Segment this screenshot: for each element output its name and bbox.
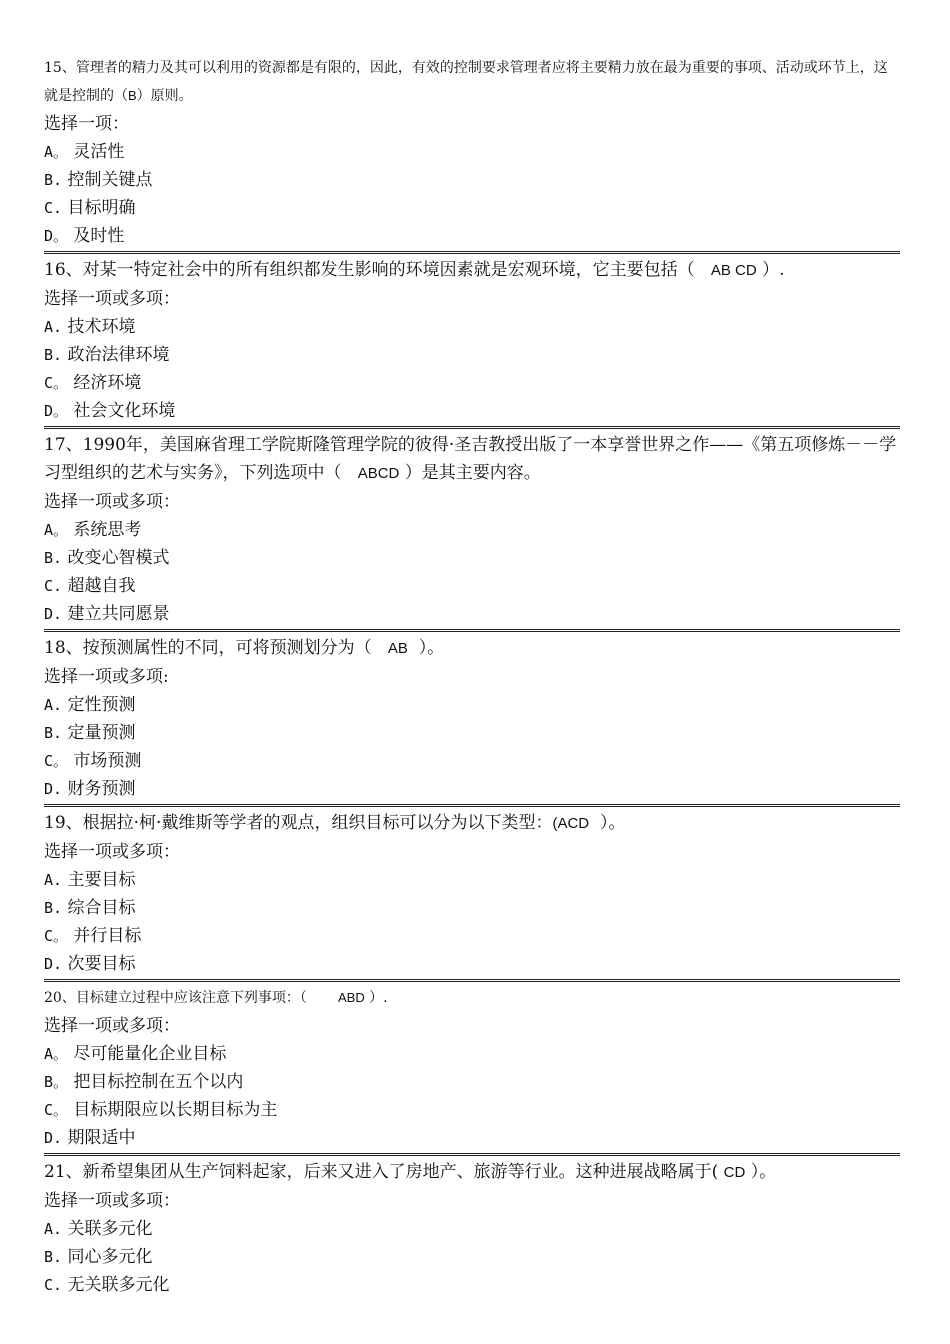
question-stem: 17、1990年，美国麻省理工学院斯隆管理学院的彼得·圣吉教授出版了一本享誉世界之作——《第五项修炼－－学习型组织的艺术与实务》，下列选项中（ ABCD ）是其主要内容。: [44, 435, 897, 483]
option-d: D. 财务预测: [44, 779, 136, 799]
question-19: [44, 809, 900, 982]
option-c: C。 并行目标: [44, 926, 142, 946]
question-stem: 15、管理者的精力及其可以利用的资源都是有限的，因此，有效的控制要求管理者应将主要精力放在最为重要的事项、活动或环节上，这就是控制的（B）原则。: [44, 60, 888, 104]
selection-prompt: 选择一项或多项：: [44, 1016, 180, 1036]
question-stem: 19、根据拉·柯·戴维斯等学者的观点，组织目标可以分为以下类型：(ACD ）。: [44, 813, 626, 833]
option-a: A. 关联多元化: [44, 1219, 153, 1239]
option-a: A. 定性预测: [44, 695, 136, 715]
answer: B: [128, 88, 137, 103]
option-d: D。 社会文化环境: [44, 401, 176, 421]
question-16: [44, 256, 900, 429]
option-c: C。 经济环境: [44, 373, 142, 393]
option-a: A. 技术环境: [44, 317, 136, 337]
option-b: B. 同心多元化: [44, 1247, 153, 1267]
selection-prompt: 选择一项或多项：: [44, 289, 180, 309]
question-21: [44, 1158, 900, 1300]
option-b: B. 控制关键点: [44, 170, 153, 190]
option-c: C. 目标明确: [44, 198, 136, 218]
option-b: B。 把目标控制在五个以内: [44, 1072, 244, 1092]
option-a: A。 系统思考: [44, 520, 142, 540]
selection-prompt: 选择一项或多项：: [44, 1191, 180, 1211]
option-c: C. 超越自我: [44, 576, 136, 596]
option-a: A。 灵活性: [44, 142, 125, 162]
option-d: D. 次要目标: [44, 954, 136, 974]
selection-prompt: 选择一项或多项：: [44, 842, 180, 862]
option-b: B. 改变心智模式: [44, 548, 170, 568]
selection-prompt: 选择一项：: [44, 114, 129, 134]
question-stem: 18、按预测属性的不同，可将预测划分为（ AB ）。: [44, 638, 445, 658]
question-stem: 21、新希望集团从生产饲料起家，后来又进入了房地产、旅游等行业。这种进展战略属于( CD ）。: [44, 1162, 777, 1182]
option-a: A。 尽可能量化企业目标: [44, 1044, 227, 1064]
option-d: D。 及时性: [44, 226, 125, 246]
selection-prompt: 选择一项或多项:: [44, 667, 169, 687]
answer: ABCD: [357, 465, 400, 482]
option-c: C。 市场预测: [44, 751, 142, 771]
question-20: [44, 984, 900, 1156]
option-b: B. 定量预测: [44, 723, 136, 743]
answer: CD: [723, 1164, 746, 1181]
answer: AB: [387, 640, 408, 657]
option-b: B. 综合目标: [44, 898, 136, 918]
question-18: [44, 634, 900, 807]
answer: ABD: [337, 990, 365, 1005]
selection-prompt: 选择一项或多项：: [44, 492, 180, 512]
option-c: C。 目标期限应以长期目标为主: [44, 1100, 278, 1120]
question-stem: 16、对某一特定社会中的所有组织都发生影响的环境因素就是宏观环境，它主要包括（ AB CD ）.: [44, 260, 785, 280]
question-sheet: [44, 54, 900, 1302]
option-a: A. 主要目标: [44, 870, 136, 890]
question-15: [44, 54, 900, 254]
option-d: D. 建立共同愿景: [44, 604, 170, 624]
answer: (ACD: [552, 815, 590, 832]
question-stem: 20、目标建立过程中应该注意下列事项：（ ABD ）.: [44, 990, 388, 1006]
question-17: [44, 431, 900, 632]
option-d: D. 期限适中: [44, 1128, 136, 1148]
option-c: C. 无关联多元化: [44, 1275, 170, 1295]
answer: AB CD: [710, 262, 757, 279]
option-b: B. 政治法律环境: [44, 345, 170, 365]
